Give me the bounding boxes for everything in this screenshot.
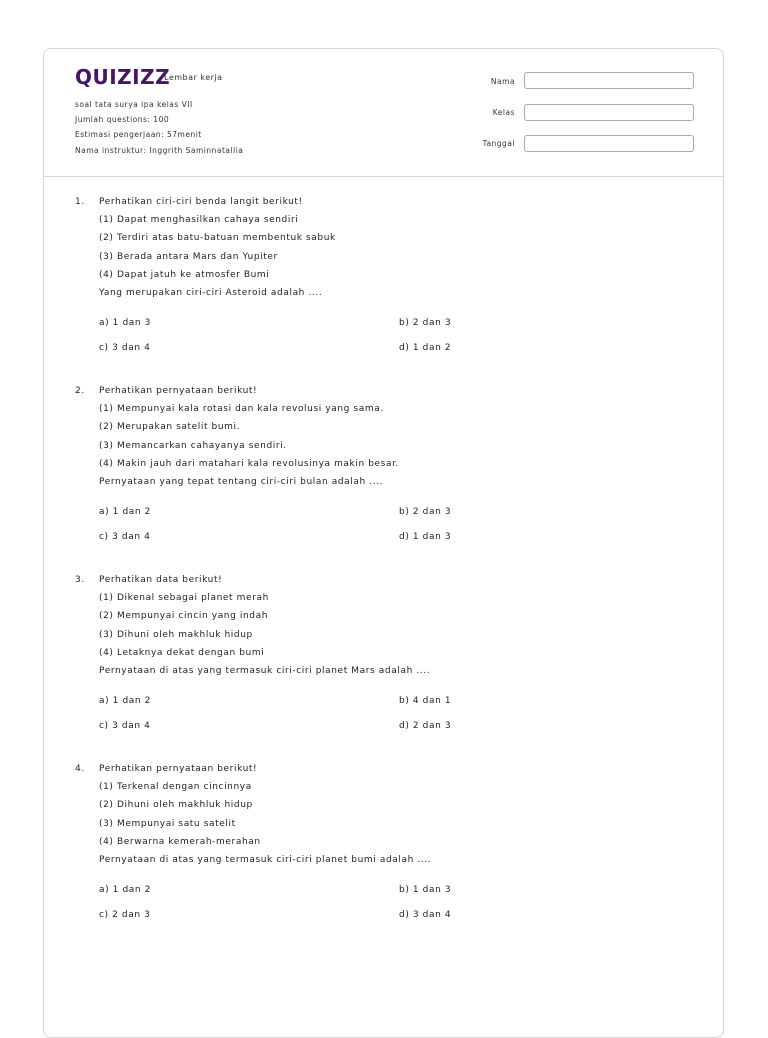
statement-item: (2) Terdiri atas batu-batuan membentuk sabuk: [99, 233, 336, 244]
statement-item: (3) Mempunyai satu satelit: [99, 818, 236, 829]
statement-item: (4) Letaknya dekat dengan bumi: [99, 647, 265, 658]
kelas-label: Kelas: [492, 108, 515, 117]
answer-option[interactable]: c) 3 dan 4: [99, 532, 151, 542]
answer-option[interactable]: d) 3 dan 4: [399, 910, 452, 920]
answer-option[interactable]: b) 4 dan 1: [399, 696, 452, 706]
statement-item: (4) Dapat jatuh ke atmosfer Bumi: [99, 269, 270, 280]
question-number: 4.: [75, 764, 85, 774]
worksheet-type: Lembar kerja: [164, 73, 223, 82]
question-prompt: Perhatikan data berikut!: [99, 575, 223, 585]
answer-option[interactable]: d) 1 dan 2: [399, 343, 452, 353]
answer-option[interactable]: c) 3 dan 4: [99, 721, 151, 731]
question-number: 1.: [75, 197, 85, 207]
tanggal-input[interactable]: [524, 135, 694, 152]
statement-item: (1) Terkenal dengan cincinnya: [99, 782, 252, 793]
answer-option[interactable]: d) 1 dan 3: [399, 532, 452, 542]
answer-option[interactable]: d) 2 dan 3: [399, 721, 452, 731]
statement-item: (3) Memancarkan cahayanya sendiri.: [99, 440, 287, 451]
answer-option[interactable]: b) 2 dan 3: [399, 507, 452, 517]
question-number: 3.: [75, 575, 85, 585]
worksheet: [43, 48, 724, 1038]
question-prompt: Perhatikan ciri-ciri benda langit berikut!: [99, 197, 303, 207]
answer-option[interactable]: c) 2 dan 3: [99, 910, 151, 920]
question-number: 2.: [75, 386, 85, 396]
statement-item: (3) Dihuni oleh makhluk hidup: [99, 629, 253, 640]
answer-option[interactable]: c) 3 dan 4: [99, 343, 151, 353]
question-prompt: Perhatikan pernyataan berikut!: [99, 764, 258, 774]
statement-item: (2) Dihuni oleh makhluk hidup: [99, 800, 253, 811]
statement-item: (1) Dikenal sebagai planet merah: [99, 593, 269, 604]
statement-item: (2) Merupakan satelit bumi.: [99, 422, 241, 433]
question-stem: Pernyataan yang tepat tentang ciri-ciri bulan adalah ....: [99, 477, 384, 487]
nama-input[interactable]: [524, 72, 694, 89]
statement-item: (4) Makin jauh dari matahari kala revolusinya makin besar.: [99, 458, 400, 469]
worksheet-header: [44, 49, 723, 177]
tanggal-label: Tanggal: [482, 139, 515, 148]
estimated-time: Estimasi pengerjaan: 57menit: [75, 130, 202, 139]
worksheet-title: soal tata surya ipa kelas VII: [75, 100, 193, 109]
statement-item: (4) Berwarna kemerah-merahan: [99, 836, 261, 847]
statement-item: (1) Dapat menghasilkan cahaya sendiri: [99, 215, 299, 226]
question-prompt: Perhatikan pernyataan berikut!: [99, 386, 258, 396]
statement-item: (2) Mempunyai cincin yang indah: [99, 611, 269, 622]
statement-item: (3) Berada antara Mars dan Yupiter: [99, 251, 278, 262]
kelas-input[interactable]: [524, 104, 694, 121]
answer-option[interactable]: a) 1 dan 2: [99, 885, 151, 895]
answer-option[interactable]: b) 2 dan 3: [399, 318, 452, 328]
question-count: Jumlah questions: 100: [75, 115, 170, 124]
question-stem: Yang merupakan ciri-ciri Asteroid adalah ....: [99, 288, 323, 298]
statement-item: (1) Mempunyai kala rotasi dan kala revolusi yang sama.: [99, 404, 384, 415]
question-stem: Pernyataan di atas yang termasuk ciri-ciri planet Mars adalah ....: [99, 666, 431, 676]
quizizz-logo: QUIZIZZ: [75, 65, 171, 89]
answer-option[interactable]: a) 1 dan 3: [99, 318, 151, 328]
answer-option[interactable]: a) 1 dan 2: [99, 696, 151, 706]
nama-label: Nama: [490, 77, 515, 86]
answer-option[interactable]: b) 1 dan 3: [399, 885, 452, 895]
instructor-name: Nama instruktur: Inggrith Saminnatallia: [75, 146, 244, 155]
answer-option[interactable]: a) 1 dan 2: [99, 507, 151, 517]
question-stem: Pernyataan di atas yang termasuk ciri-ciri planet bumi adalah ....: [99, 855, 432, 865]
